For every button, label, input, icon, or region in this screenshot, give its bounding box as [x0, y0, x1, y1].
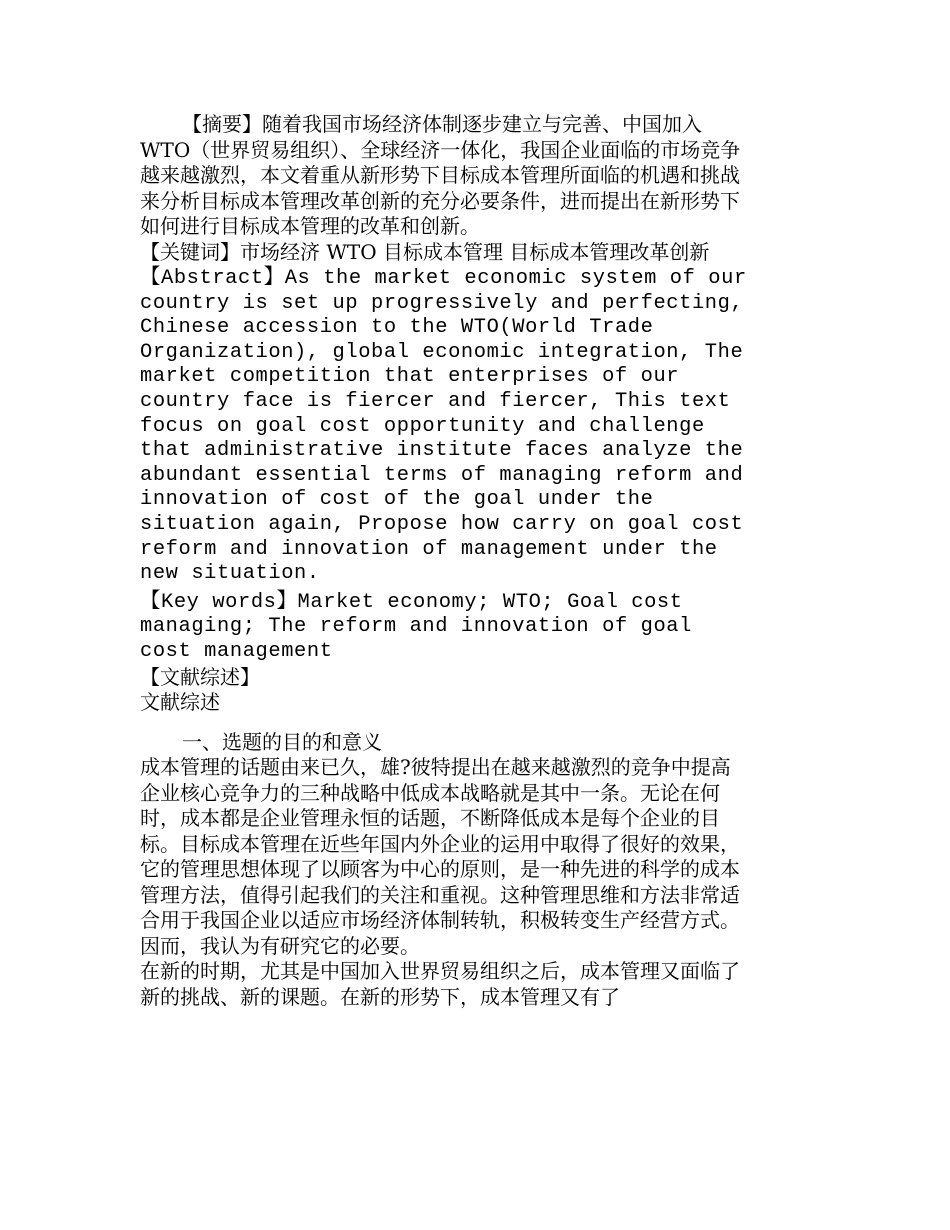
- section1-heading: 一、选题的目的和意义: [182, 729, 382, 754]
- abstract-cn-paragraph: [140, 112, 750, 240]
- keywords-cn-text: 市场经济 WTO 目标成本管理 目标成本管理改革创新: [240, 239, 710, 264]
- review-title: 文献综述: [140, 690, 220, 714]
- abstract-en-paragraph: [140, 267, 750, 587]
- abstract-cn-label: 【摘要】: [182, 112, 262, 136]
- abstract-en-text: As the market economic system of our country is set up progressively and perfecting, Chinese accession to the WTO(World Trade Organization), global economic integration, The market competition that enterprises of our country face is fiercer and fiercer, This text focus on goal cost opportunity and challenge that administrative institute faces analyze the abundant essential terms of managing reform and innovation of cost of the goal under the situation again, Propose how carry on goal cost reform and innovation of management under the new situation.: [140, 267, 747, 586]
- abstract-cn-text: 随着我国市场经济体制逐步建立与完善、中国加入WTO（世界贸易组织）、全球经济一体化，我国企业面临的市场竞争越来越激烈，本文着重从新形势下目标成本管理所面临的机遇和挑战来分析目标成本管理改革创新的充分必要条件，进而提出在新形势下如何进行目标成本管理的改革和创新。: [140, 112, 741, 238]
- document-page: [140, 112, 750, 1010]
- section1-paragraph-2: 在新的时期，尤其是中国加入世界贸易组织之后，成本管理又面临了新的挑战、新的课题。在新的形势下，成本管理又有了: [140, 959, 740, 1009]
- keywords-en-label: 【Key words】: [140, 590, 298, 614]
- abstract-en-label: 【Abstract】: [140, 267, 285, 290]
- section1-paragraph-1: 成本管理的话题由来已久，雄?彼特提出在越来越激烈的竞争中提高企业核心竞争力的三种战略中低成本战略就是其中一条。无论在何时，成本都是企业管理永恒的话题，不断降低成本是每个企业的目标。目标成本管理在近些年国内外企业的运用中取得了很好的效果，它的管理思想体现了以顾客为中心的原则，是一种先进的科学的成本管理方法，值得引起我们的关注和重视。这种管理思维和方法非常适合用于我国企业以适应市场经济体制转轨，积极转变生产经营方式。因而，我认为有研究它的必要。: [140, 755, 740, 958]
- keywords-en-paragraph: [140, 591, 750, 665]
- keywords-cn-paragraph: [140, 240, 750, 266]
- keywords-cn-label: 【关键词】: [140, 239, 240, 264]
- review-label: 【文献综述】: [140, 664, 260, 689]
- keywords-en-text: Market economy; WTO; Goal cost managing; The reform and innovation of goal cost management: [140, 590, 692, 663]
